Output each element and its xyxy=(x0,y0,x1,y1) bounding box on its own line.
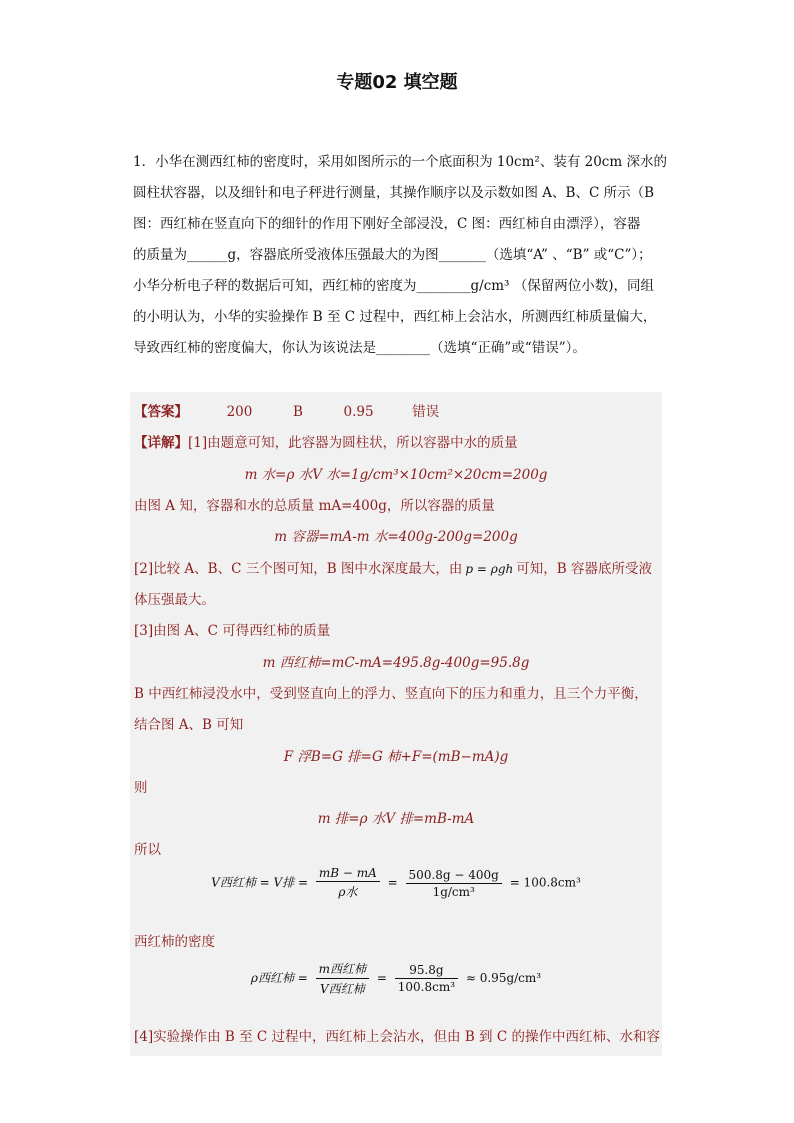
detail-line-5: [3]由图 A、C 可得西红柿的质量 xyxy=(134,623,331,639)
detail-line-7: 结合图 A、B 可知 xyxy=(134,717,244,733)
fraction-numerator: mB − mA xyxy=(316,866,380,882)
answer-label: 【答案】 xyxy=(134,404,188,420)
eq-lhs: ρ西红柿 = xyxy=(250,971,308,985)
question-line: 图：西红柿在竖直向下的细针的作用下刚好全部浸没，C 图：西红柿自由漂浮），容器 xyxy=(133,216,641,232)
question-line: 的质量为______g，容器底所受液体压强最大的为图_______（选填“A” 、“B” 或“C”）； xyxy=(133,247,652,263)
detail-line-10: 西红柿的密度 xyxy=(134,934,215,950)
detail-line-9: 所以 xyxy=(134,842,161,858)
fraction-numerator: m西红柿 xyxy=(316,960,369,979)
equation-water-mass: m 水=ρ 水V 水=1g/cm³×10cm²×20cm=200g xyxy=(244,467,548,483)
answer-value-2: B xyxy=(292,404,303,420)
equation-container-mass: m 容器=mA-m 水=400g-200g=200g xyxy=(274,529,518,545)
detail-line-4: 体压强最大。 xyxy=(134,592,215,608)
equation-buoyancy: F 浮B=G 排=G 柿+F=(mB−mA)g xyxy=(283,749,509,765)
fraction xyxy=(316,866,380,900)
answer-panel xyxy=(130,392,662,1056)
question-line: 圆柱状容器，以及细针和电子秤进行测量，其操作顺序以及示数如图 A、B、C 所示（B xyxy=(133,185,655,201)
equation-tomato-mass: m 西红柿=mC-mA=495.8g-400g=95.8g xyxy=(262,655,530,671)
equation-volume xyxy=(130,866,662,900)
fraction-numerator: 500.8g − 400g xyxy=(406,868,502,884)
detail-text: [1]由题意可知，此容器为圆柱状，所以容器中水的质量 xyxy=(188,435,518,451)
question-line: 的小明认为，小华的实验操作 B 至 C 过程中，西红柿上会沾水，所测西红柿质量偏大， xyxy=(133,309,657,325)
equation-displaced-mass: m 排=ρ 水V 排=mB-mA xyxy=(317,811,475,827)
question-line: 导致西红柿的密度偏大，你认为该说法是________（选填“正确”或“错误”）。 xyxy=(133,340,586,356)
question-line: 1．小华在测西红柿的密度时，采用如图所示的一个底面积为 10cm²、装有 20cm 深水的 xyxy=(133,154,667,170)
question-block xyxy=(133,150,667,360)
fraction-denominator: ρ水 xyxy=(338,885,358,899)
detail-text: 可知，B 容器底所受液 xyxy=(516,561,652,577)
detail-line-8: 则 xyxy=(134,780,148,796)
fraction xyxy=(316,960,369,997)
detail-line-3 xyxy=(134,557,652,577)
answer-row xyxy=(134,400,439,420)
eq-equals: = xyxy=(387,875,398,890)
equation-density xyxy=(130,960,662,997)
eq-rhs: = 100.8cm³ xyxy=(509,875,581,890)
detail-label: 【详解】 xyxy=(134,435,188,451)
answer-value-1: 200 xyxy=(226,404,253,420)
answer-value-3: 0.95 xyxy=(343,404,374,420)
detail-text: [2]比较 A、B、C 三个图可知，B 图中水深度最大，由 xyxy=(134,561,463,577)
detail-line-11: [4]实验操作由 B 至 C 过程中，西红柿上会沾水，但由 B 到 C 的操作中西红柿、水和容 xyxy=(134,1029,660,1045)
detail-line-1 xyxy=(134,431,518,451)
fraction-denominator: 1g/cm³ xyxy=(432,884,475,899)
question-line: 小华分析电子秤的数据后可知，西红柿的密度为________g/cm³ （保留两位小数)，同组 xyxy=(133,278,655,294)
fraction-denominator: V西红柿 xyxy=(320,982,365,996)
detail-line-6: B 中西红柿浸没水中，受到竖直向上的浮力、竖直向下的压力和重力，且三个力平衡， xyxy=(134,686,648,702)
fraction xyxy=(406,868,502,899)
eq-lhs: V西红柿 = V排 = xyxy=(211,875,309,890)
detail-line-2: 由图 A 知，容器和水的总质量 mA=400g，所以容器的质量 xyxy=(134,498,495,514)
fraction-denominator: 100.8cm³ xyxy=(397,980,456,994)
fraction-numerator: 95.8g xyxy=(395,963,458,979)
fraction xyxy=(395,963,458,994)
answer-value-4: 错误 xyxy=(412,404,440,420)
page-title: 专题02 填空题 xyxy=(336,72,458,93)
eq-equals: = xyxy=(376,971,387,985)
pressure-formula: p = ρgh xyxy=(465,562,514,576)
eq-rhs: ≈ 0.95g/cm³ xyxy=(465,971,542,985)
